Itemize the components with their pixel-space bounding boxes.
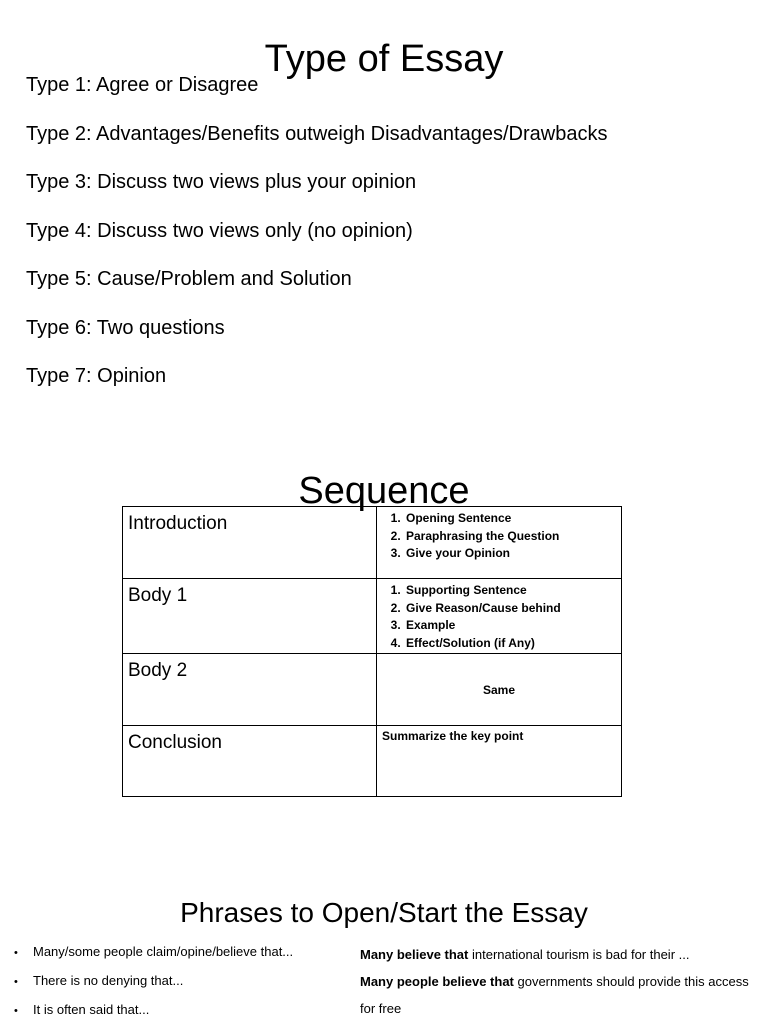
row-label: Conclusion (123, 726, 377, 797)
essay-type-item: Type 1: Agree or Disagree (26, 74, 259, 96)
sequence-table (122, 506, 622, 797)
essay-type-item: Type 4: Discuss two views only (no opinion) (26, 219, 413, 242)
table-row (123, 726, 622, 797)
example-bold: Many people believe that (360, 974, 514, 989)
essay-type-item: Type 2: Advantages/Benefits outweigh Disadvantages/Drawbacks (26, 122, 608, 145)
step-item: 4. Effect/Solution (if Any) (404, 635, 621, 653)
phrases-title: Phrases to Open/Start the Essay (180, 897, 588, 929)
step-item: 2. Paraphrasing the Question (404, 528, 621, 546)
phrase-text: There is no denying that... (33, 973, 184, 988)
row-content: Same (377, 654, 622, 726)
steps-list (382, 510, 621, 563)
step-item: 3. Give your Opinion (404, 545, 621, 563)
row-content: Summarize the key point (377, 726, 622, 797)
essay-type-item: Type 6: Two questions (26, 316, 225, 339)
row-label: Body 2 (123, 654, 377, 726)
example-rest: for free (360, 1001, 402, 1016)
step-item: 3. Example (404, 617, 621, 635)
example-rest: international tourism is bad for their ... (468, 947, 690, 962)
example-sentences (360, 941, 749, 1022)
essay-type-item: Type 7: Opinion (26, 365, 167, 387)
row-content (377, 507, 622, 579)
phrase-list (14, 938, 293, 1025)
row-label: Introduction (123, 507, 377, 579)
table-row (123, 507, 622, 579)
row-label: Body 1 (123, 579, 377, 654)
sequence-title: Sequence (298, 470, 470, 513)
example-line (360, 995, 749, 1022)
phrase-item (14, 996, 293, 1025)
phrase-text: It is often said that... (33, 1002, 150, 1017)
bullet-icon: • (14, 976, 18, 988)
example-bold: Many believe that (360, 947, 469, 962)
phrase-item (14, 967, 293, 996)
type-of-essay-title: Type of Essay (264, 38, 504, 81)
essay-type-item: Type 5: Cause/Problem and Solution (26, 268, 352, 290)
table-row (123, 654, 622, 726)
step-item: 2. Give Reason/Cause behind (404, 600, 621, 618)
bullet-icon: • (14, 1005, 18, 1017)
steps-list (382, 582, 621, 652)
phrase-item (14, 938, 293, 967)
essay-type-list (26, 72, 607, 412)
example-rest: governments should provide this access (513, 974, 749, 989)
example-line (360, 941, 749, 968)
step-item: 1. Opening Sentence (404, 510, 621, 528)
phrase-text: Many/some people claim/opine/believe that... (33, 944, 294, 959)
example-line (360, 968, 749, 995)
bullet-icon: • (14, 947, 18, 959)
essay-type-item: Type 3: Discuss two views plus your opinion (26, 171, 417, 193)
row-content (377, 579, 622, 654)
step-item: 1. Supporting Sentence (404, 582, 621, 600)
table-row (123, 579, 622, 654)
